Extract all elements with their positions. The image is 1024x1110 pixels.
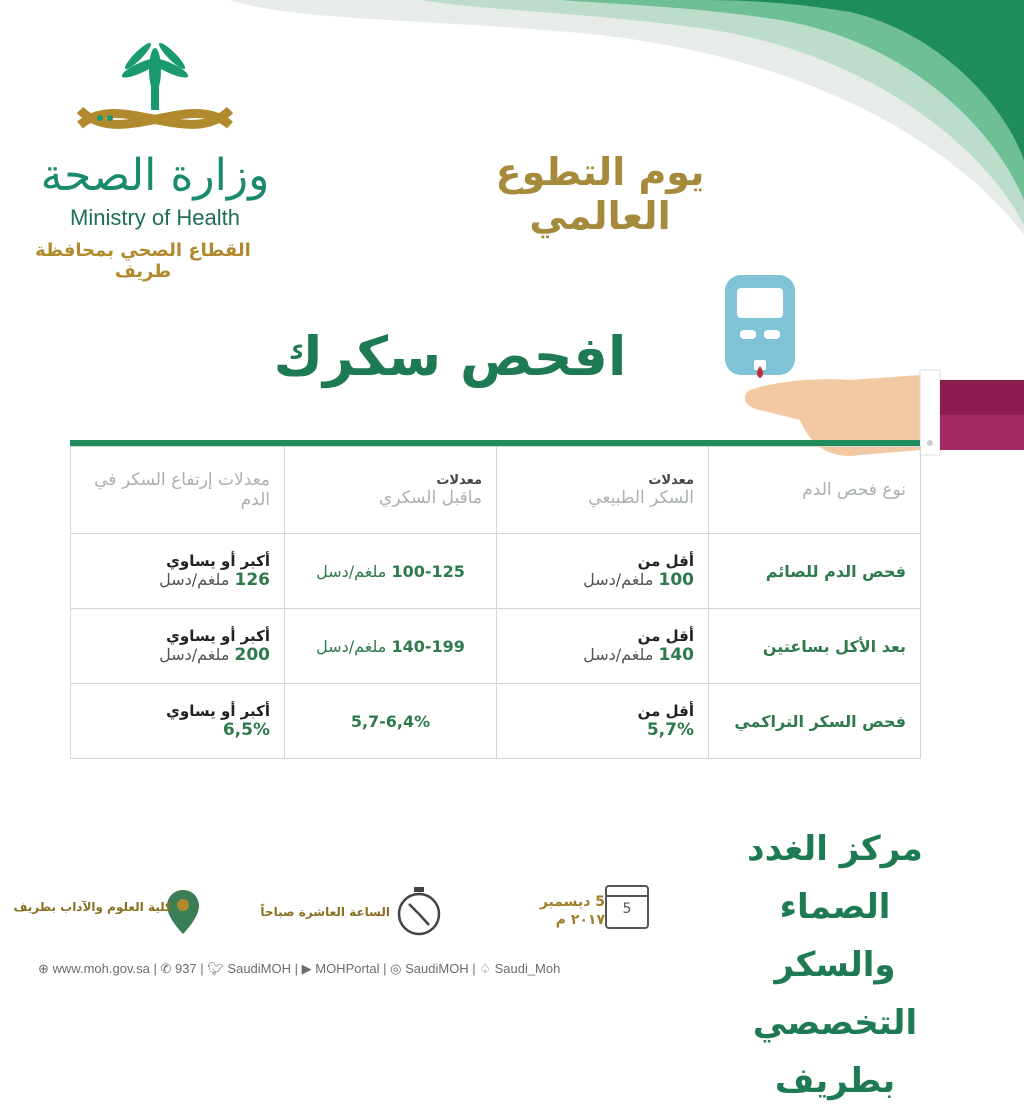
high-cell: أكبر أو يساوي 126 ملغم/دسل	[71, 534, 285, 609]
organizer-line: بطريف	[774, 1061, 896, 1101]
row-label: بعد الأكل بساعتين	[709, 609, 921, 684]
date-text	[515, 893, 605, 929]
prediabetes-cell: 5,7-6,4%	[285, 684, 497, 759]
instagram-icon: ◎	[390, 961, 402, 976]
time-text: الساعة العاشرة صباحاً	[260, 905, 390, 919]
table-row	[71, 534, 921, 609]
date-line: ٢٠١٧ م	[555, 912, 605, 928]
header-normal: معدلات السكر الطبيعي	[497, 447, 709, 534]
high-cell: أكبر أو يساوي 200 ملغم/دسل	[71, 609, 285, 684]
header-test-type: نوع فحص الدم	[709, 447, 921, 534]
row-label: فحص الدم للصائم	[709, 534, 921, 609]
prediabetes-cell: 140-199 ملغم/دسل	[285, 609, 497, 684]
youtube-icon: ▶	[301, 961, 312, 976]
event-title: يوم التطوع العالمي	[495, 150, 705, 238]
sector-subtitle: القطاع الصحي بمحافظة طريف	[35, 240, 251, 282]
twitter-handle[interactable]: SaudiMOH	[227, 961, 291, 976]
date-line: 5 ديسمبر	[539, 894, 605, 910]
twitter-icon: 🐦︎	[207, 961, 224, 976]
organizer-name	[690, 820, 980, 1110]
logo-arabic-text: وزارة الصحة	[40, 150, 270, 201]
stopwatch-icon	[395, 885, 443, 937]
youtube-handle[interactable]: MOHPortal	[315, 961, 380, 976]
headline: افحص سكرك	[273, 325, 627, 388]
organizer-line: مركز الغدد الصماء	[747, 829, 923, 927]
globe-icon: ⊕	[38, 961, 49, 976]
website-link[interactable]: www.moh.gov.sa	[52, 961, 150, 976]
normal-cell: أقل من 100 ملغم/دسل	[497, 534, 709, 609]
header-prediabetes: معدلات ماقبل السكري	[285, 447, 497, 534]
location-text: كلية العلوم والآداب بطريف	[13, 900, 172, 914]
organizer-line: والسكر التخصصي	[752, 945, 918, 1043]
calendar-icon	[605, 885, 649, 929]
palm-swords-logo-icon	[40, 40, 270, 150]
glucose-levels-table	[70, 446, 921, 759]
snapchat-handle[interactable]: Saudi_Moh	[494, 961, 561, 976]
header-high: معدلات إرتفاع السكر في الدم	[71, 447, 285, 534]
snapchat-icon: ♤	[479, 961, 491, 976]
instagram-handle[interactable]: SaudiMOH	[405, 961, 469, 976]
prediabetes-cell: 100-125 ملغم/دسل	[285, 534, 497, 609]
row-label: فحص السكر التراكمي	[709, 684, 921, 759]
phone-number[interactable]: 937	[174, 961, 197, 976]
table-row	[71, 684, 921, 759]
normal-cell: أقل من 140 ملغم/دسل	[497, 609, 709, 684]
logo-english-text: Ministry of Health	[70, 205, 240, 230]
footer-contacts: ⊕ www.moh.gov.sa | ✆ 937 | 🐦︎ SaudiMOH | ▶ MOHPortal | ◎ SaudiMOH | ♤ Saudi_Moh	[38, 961, 561, 976]
high-cell: أكبر أو يساوي 6,5%	[71, 684, 285, 759]
normal-cell: أقل من 5,7%	[497, 684, 709, 759]
calendar-day: 5	[622, 901, 632, 917]
table-row	[71, 609, 921, 684]
phone-icon: ✆	[160, 961, 172, 976]
table-header-row	[71, 447, 921, 534]
